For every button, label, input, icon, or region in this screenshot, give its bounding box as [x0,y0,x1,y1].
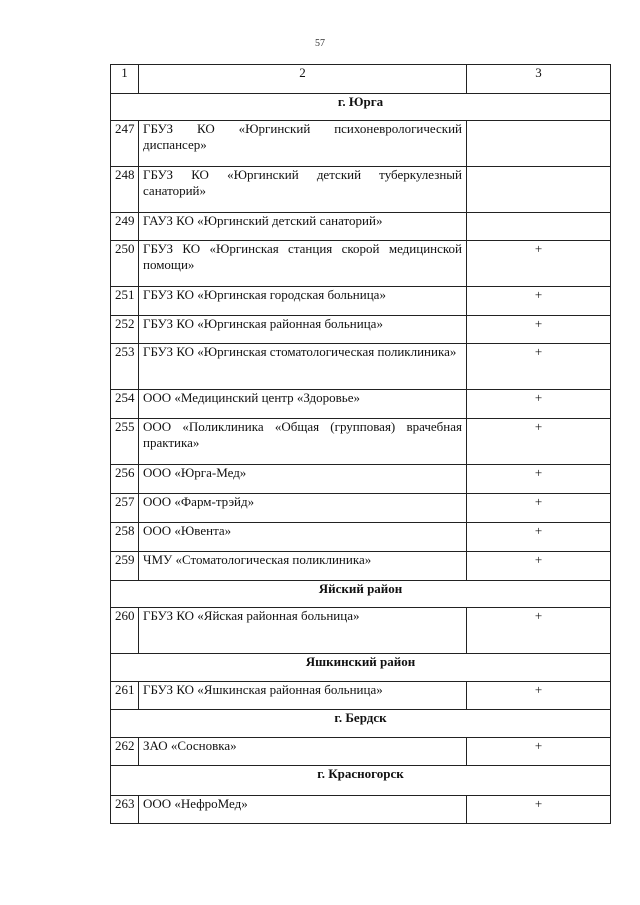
availability-mark: + [467,419,611,465]
institution-name: ООО «Юрга-Мед» [139,465,467,494]
table-row [111,121,611,167]
institution-name: ЗАО «Сосновка» [139,738,467,766]
institution-name: ГБУЗ КО «Яйская районная больница» [139,608,467,654]
institution-name: ООО «НефроМед» [139,796,467,824]
availability-mark [467,167,611,213]
table-row [111,682,611,710]
institution-name: ЧМУ «Стоматологическая поликлиника» [139,552,467,581]
availability-mark: + [467,494,611,523]
institution-name: ООО «Поликлиника «Общая (групповая) врачебная практика» [139,419,467,465]
row-number: 252 [111,316,139,344]
institution-name: ООО «Фарм-трэйд» [139,494,467,523]
institutions-table [110,64,611,824]
institution-name: ГБУЗ КО «Юргинская станция скорой медицинской помощи» [139,241,467,287]
availability-mark: + [467,738,611,766]
availability-mark: + [467,552,611,581]
availability-mark: + [467,287,611,316]
row-number: 250 [111,241,139,287]
table-row [111,608,611,654]
institution-name: ГБУЗ КО «Яшкинская районная больница» [139,682,467,710]
institution-name: ООО «Медицинский центр «Здоровье» [139,390,467,419]
row-number: 251 [111,287,139,316]
availability-mark: + [467,241,611,287]
table-row [111,316,611,344]
table-row [111,167,611,213]
availability-mark: + [467,608,611,654]
section-row [111,581,611,608]
availability-mark [467,213,611,241]
row-number: 256 [111,465,139,494]
table-row [111,390,611,419]
header-col-3: 3 [467,65,611,94]
table-row [111,552,611,581]
row-number: 247 [111,121,139,167]
section-title: г. Юрга [111,94,611,121]
availability-mark: + [467,465,611,494]
header-col-1: 1 [111,65,139,94]
table-row [111,465,611,494]
institution-name: ООО «Ювента» [139,523,467,552]
institution-name: ГБУЗ КО «Юргинская стоматологическая поликлиника» [139,344,467,390]
page-number: 57 [315,38,325,49]
table-row [111,419,611,465]
section-row [111,654,611,682]
row-number: 262 [111,738,139,766]
institution-name: ГБУЗ КО «Юргинская районная больница» [139,316,467,344]
row-number: 249 [111,213,139,241]
table-row [111,523,611,552]
row-number: 248 [111,167,139,213]
table-row [111,241,611,287]
section-row [111,766,611,796]
table-header-row [111,65,611,94]
row-number: 263 [111,796,139,824]
institution-name: ГБУЗ КО «Юргинский психоневрологический диспансер» [139,121,467,167]
row-number: 255 [111,419,139,465]
header-col-2: 2 [139,65,467,94]
institution-name: ГАУЗ КО «Юргинский детский санаторий» [139,213,467,241]
section-row [111,94,611,121]
table-row [111,213,611,241]
section-title: Яшкинский район [111,654,611,682]
table-row [111,738,611,766]
availability-mark: + [467,796,611,824]
row-number: 261 [111,682,139,710]
availability-mark [467,121,611,167]
row-number: 257 [111,494,139,523]
availability-mark: + [467,523,611,552]
availability-mark: + [467,682,611,710]
institution-name: ГБУЗ КО «Юргинская городская больница» [139,287,467,316]
availability-mark: + [467,344,611,390]
institution-name: ГБУЗ КО «Юргинский детский туберкулезный санаторий» [139,167,467,213]
table-row [111,344,611,390]
row-number: 254 [111,390,139,419]
availability-mark: + [467,316,611,344]
row-number: 253 [111,344,139,390]
section-title: г. Бердск [111,710,611,738]
section-row [111,710,611,738]
row-number: 260 [111,608,139,654]
section-title: Яйский район [111,581,611,608]
row-number: 259 [111,552,139,581]
row-number: 258 [111,523,139,552]
table-row [111,494,611,523]
availability-mark: + [467,390,611,419]
table-row [111,796,611,824]
table-row [111,287,611,316]
section-title: г. Красногорск [111,766,611,796]
